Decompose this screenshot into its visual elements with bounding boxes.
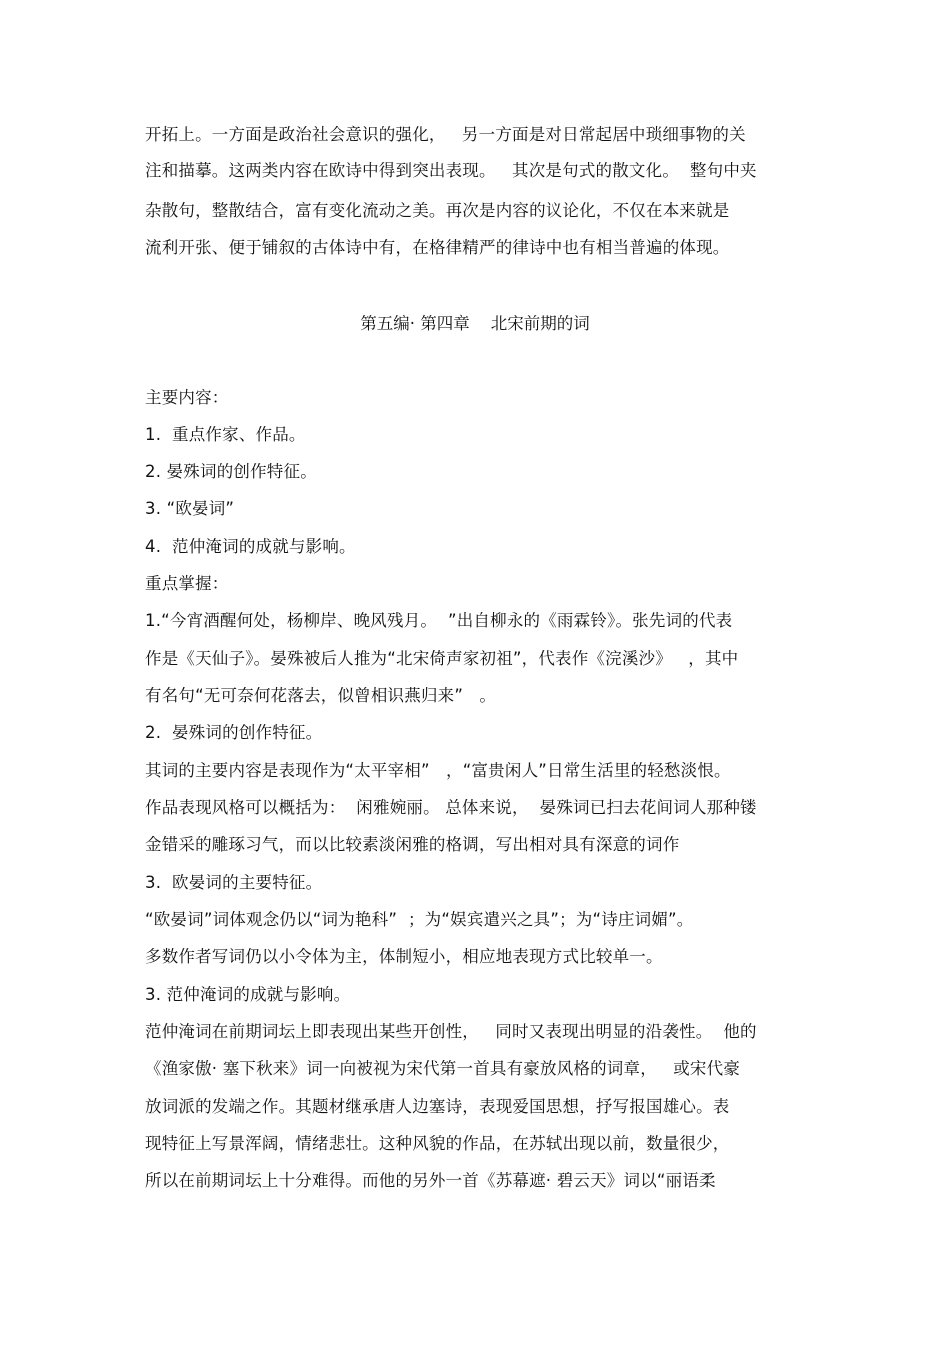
intro-line-1: 开拓上。一方面是政治社会意识的强化， 另一方面是对日常起居中琐细事物的关 — [145, 125, 746, 144]
key-points-line-5: 其词的主要内容是表现作为“太平宰相” ，“富贵闲人”日常生活里的轻愁淡恨。 — [145, 761, 731, 780]
key-points-line-9: “欧晏词”词体观念仍以“词为艳科” ；为“娱宾遣兴之具”；为“诗庄词媚”。 — [145, 910, 694, 929]
key-points-line-2: 作是《天仙子》。晏殊被后人推为“北宋倚声家初祖”，代表作《浣溪沙》 ，其中 — [145, 649, 739, 668]
key-points-line-12: 范仲淹词在前期词坛上即表现出某些开创性， 同时又表现出明显的沿袭性。 他的 — [145, 1022, 757, 1041]
key-points-line-15: 现特征上写景浑阔，情绪悲壮。这种风貌的作品，在苏轼出现以前，数量很少， — [145, 1134, 730, 1153]
intro-line-3: 杂散句，整散结合，富有变化流动之美。再次是内容的议论化，不仅在本来就是 — [145, 201, 730, 220]
key-points-heading: 重点掌握： — [145, 574, 229, 593]
intro-line-2: 注和描摹。这两类内容在欧诗中得到突出表现。 其次是句式的散文化。 整句中夹 — [145, 161, 757, 180]
key-points-line-6: 作品表现风格可以概括为： 闲雅婉丽。 总体来说， 晏殊词已扫去花间词人那种镂 — [145, 798, 757, 817]
key-points-line-8: 3. 欧晏词的主要特征。 — [145, 873, 323, 892]
key-points-line-11: 3. 范仲淹词的成就与影响。 — [145, 985, 351, 1004]
key-points-line-7: 金错采的雕琢习气，而以比较素淡闲雅的格调，写出相对具有深意的词作 — [145, 835, 680, 854]
key-points-line-1: 1.“今宵酒醒何处，杨柳岸、晚风残月。 ”出自柳永的《雨霖铃》。张先词的代表 — [145, 611, 733, 630]
key-points-line-4: 2. 晏殊词的创作特征。 — [145, 723, 323, 742]
key-points-line-10: 多数作者写词仍以小令体为主，体制短小，相应地表现方式比较单一。 — [145, 947, 663, 966]
main-content-item-4: 4. 范仲淹词的成就与影响。 — [145, 537, 356, 556]
key-points-line-16: 所以在前期词坛上十分难得。而他的另外一首《苏幕遮· 碧云天》词以“丽语柔 — [145, 1171, 716, 1190]
key-points-line-14: 放词派的发端之作。其题材继承唐人边塞诗，表现爱国思想，抒写报国雄心。表 — [145, 1097, 730, 1116]
main-content-heading: 主要内容： — [145, 388, 229, 407]
chapter-title: 第五编· 第四章 北宋前期的词 — [360, 314, 590, 333]
intro-line-4: 流利开张、便于铺叙的古体诗中有，在格律精严的律诗中也有相当普遍的体现。 — [145, 238, 730, 257]
key-points-line-3: 有名句“无可奈何花落去，似曾相识燕归来” 。 — [145, 686, 497, 705]
key-points-line-13: 《渔家傲· 塞下秋来》词一向被视为宋代第一首具有豪放风格的词章， 或宋代豪 — [145, 1059, 741, 1078]
main-content-item-2: 2. 晏殊词的创作特征。 — [145, 462, 317, 481]
main-content-item-3: 3. “欧晏词” — [145, 499, 235, 518]
main-content-item-1: 1. 重点作家、作品。 — [145, 425, 306, 444]
